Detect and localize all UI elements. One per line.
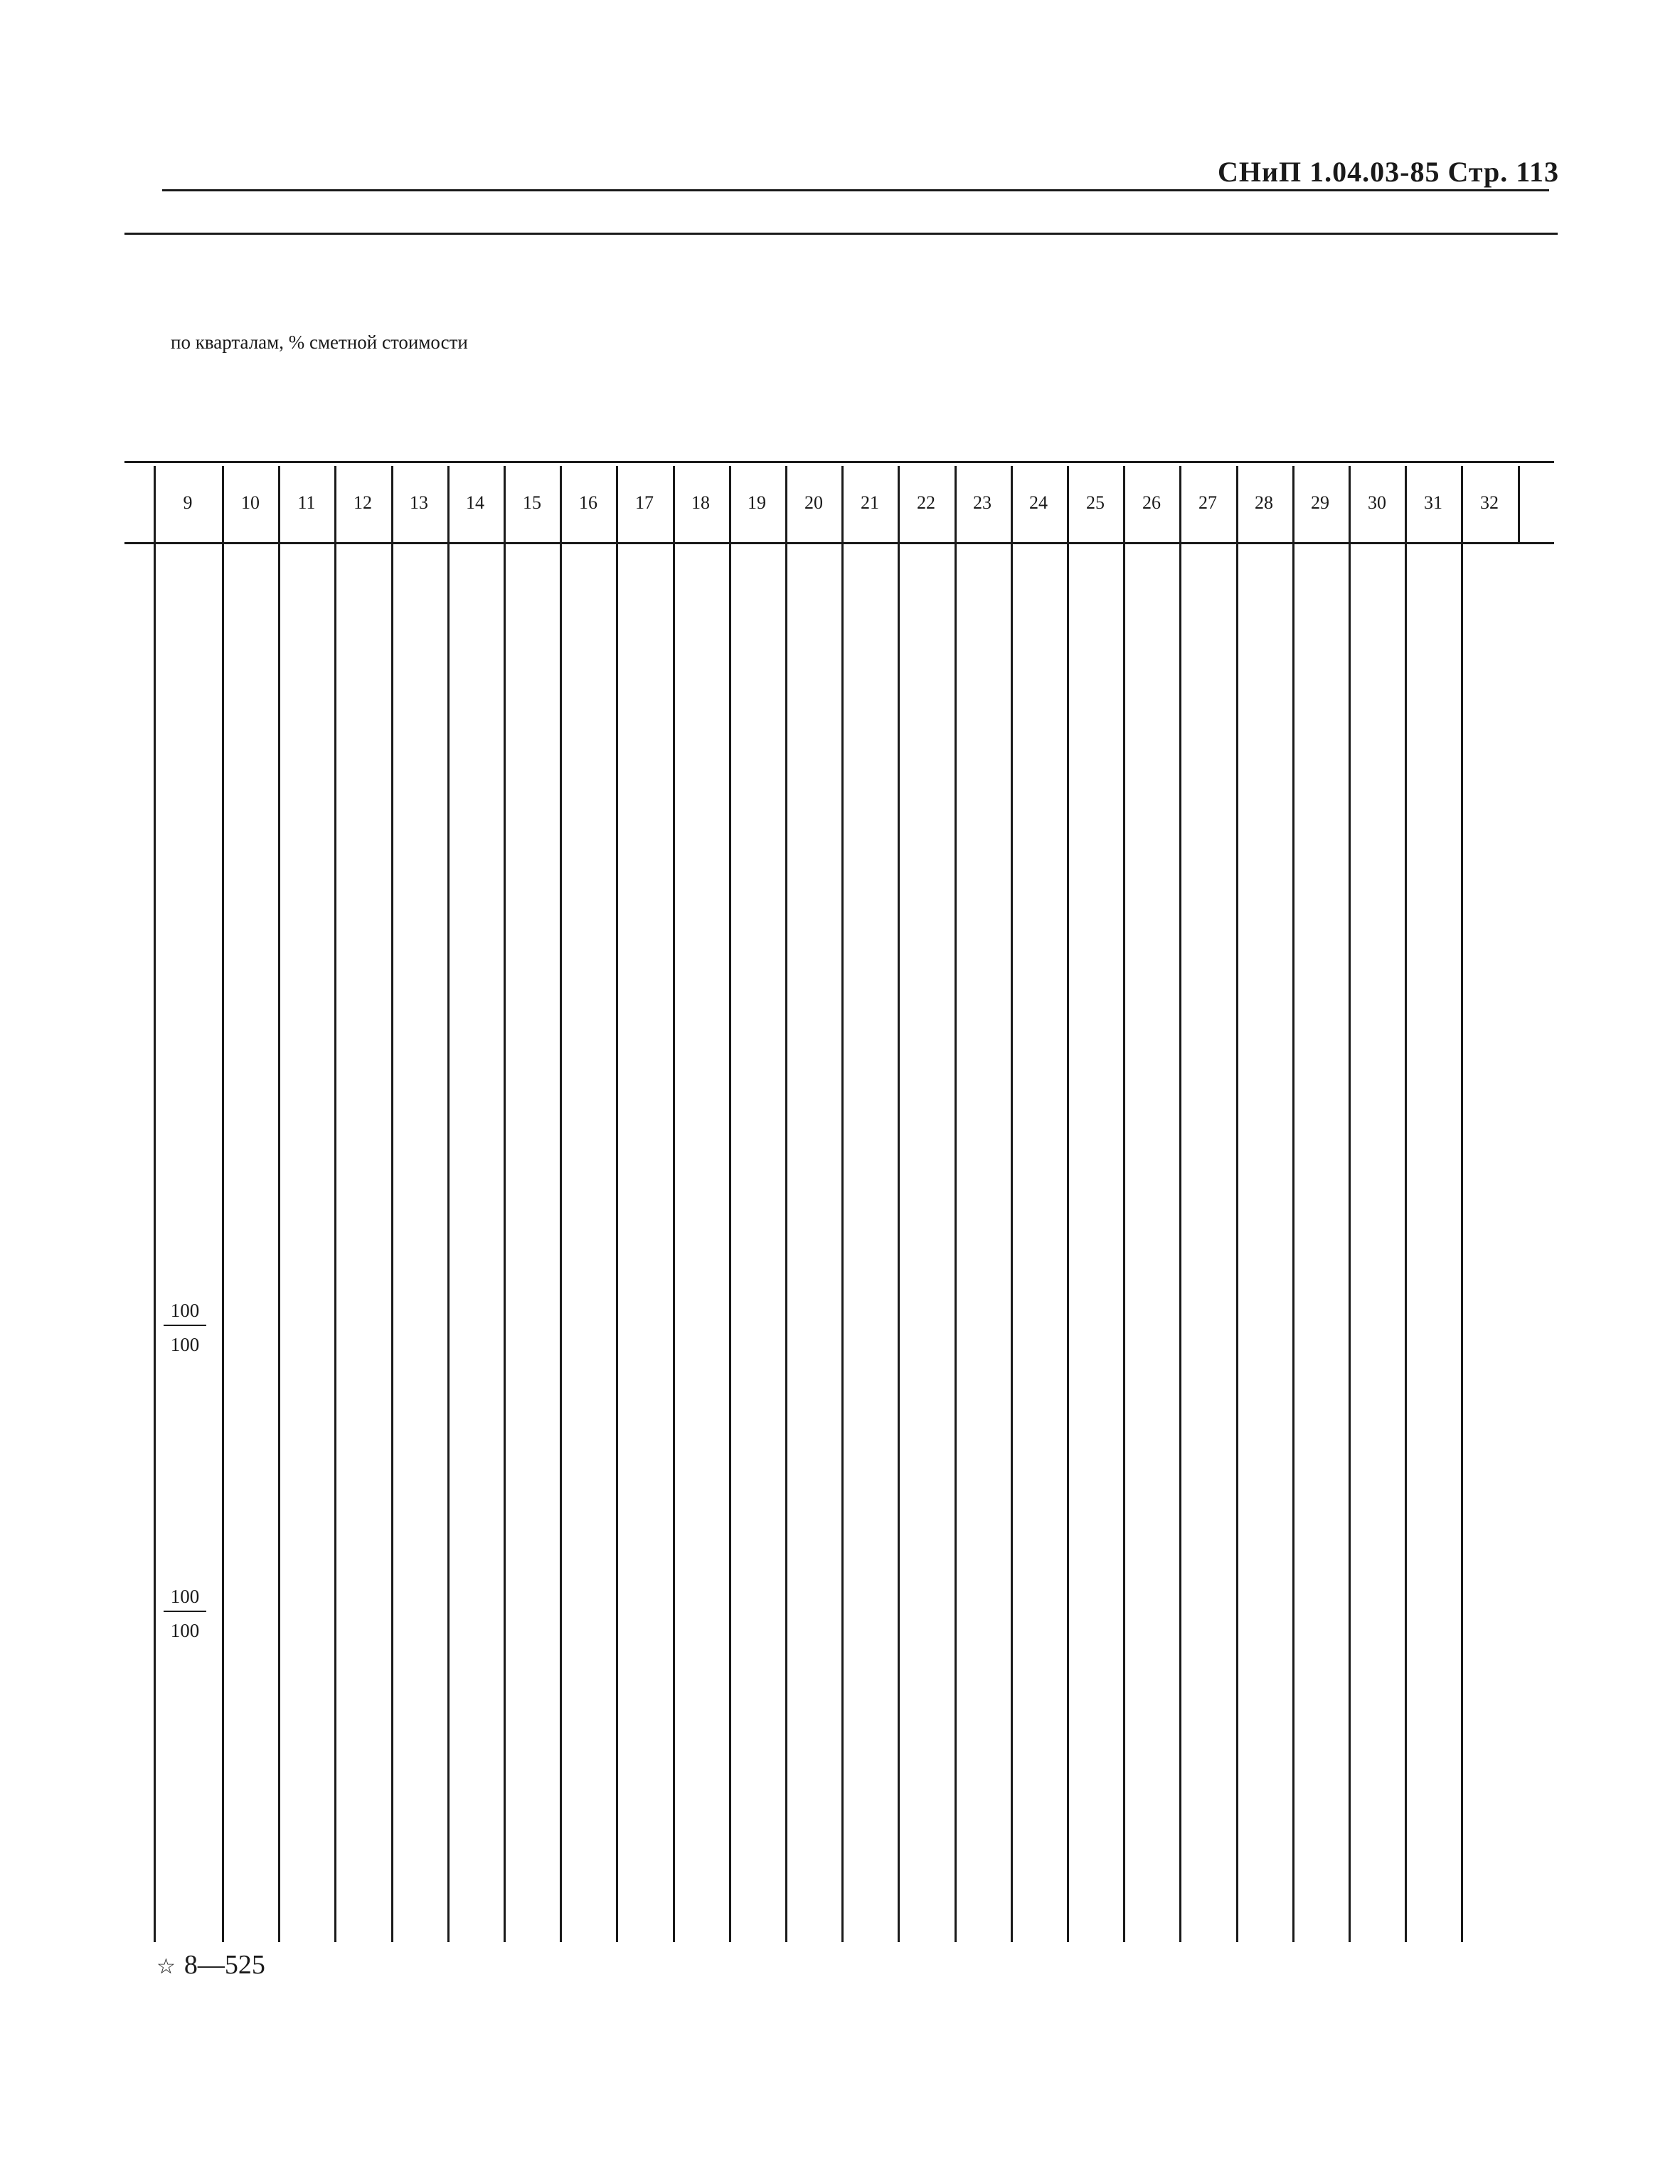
column-divider [673, 466, 675, 1942]
column-header: 30 [1368, 492, 1386, 513]
column-header: 16 [579, 492, 597, 513]
column-divider [1067, 466, 1069, 1942]
column-header: 22 [917, 492, 935, 513]
fraction-numerator: 100 [164, 1299, 206, 1326]
column-divider [334, 466, 336, 1942]
column-header: 20 [804, 492, 823, 513]
column-header: 24 [1029, 492, 1048, 513]
column-header: 27 [1198, 492, 1217, 513]
column-header: 23 [973, 492, 991, 513]
column-divider [841, 466, 844, 1942]
column-divider [955, 466, 957, 1942]
column-divider [1179, 466, 1181, 1942]
column-divider [1518, 466, 1520, 544]
column-header: 10 [241, 492, 260, 513]
column-divider [898, 466, 900, 1942]
column-header: 9 [183, 492, 193, 513]
column-divider [222, 466, 224, 1942]
column-divider [447, 466, 450, 1942]
column-header: 11 [297, 492, 316, 513]
column-header: 29 [1311, 492, 1329, 513]
column-divider [560, 466, 562, 1942]
column-header: 25 [1086, 492, 1105, 513]
column-header: 13 [410, 492, 428, 513]
column-divider [391, 466, 393, 1942]
page-header: СНиП 1.04.03-85 Стр. 113 [1217, 156, 1559, 188]
column-divider [1349, 466, 1351, 1942]
column-header: 21 [861, 492, 879, 513]
column-divider [729, 466, 731, 1942]
column-divider [616, 466, 618, 1942]
column-divider [154, 466, 156, 1942]
fraction-numerator: 100 [164, 1585, 206, 1612]
column-divider [1461, 466, 1463, 1942]
column-divider [504, 466, 506, 1942]
fraction-denominator: 100 [170, 1620, 200, 1641]
footer-mark [156, 1949, 265, 1981]
column-header: 31 [1424, 492, 1442, 513]
column-divider [1405, 466, 1407, 1942]
column-header: 12 [353, 492, 372, 513]
column-header: 32 [1480, 492, 1499, 513]
column-divider [785, 466, 787, 1942]
column-divider [1123, 466, 1125, 1942]
column-divider [278, 466, 280, 1942]
star-outline-icon: ☆ [156, 1954, 176, 1979]
table-cell-fraction [164, 1299, 206, 1356]
column-divider [1292, 466, 1294, 1942]
column-header: 15 [523, 492, 541, 513]
column-divider [1011, 466, 1013, 1942]
column-header: 18 [691, 492, 710, 513]
fraction-denominator: 100 [170, 1334, 200, 1355]
table-subtitle: по кварталам, % сметной стоимости [171, 332, 468, 353]
column-header: 28 [1255, 492, 1273, 513]
table-cell-fraction [164, 1585, 206, 1642]
column-header: 17 [635, 492, 654, 513]
column-divider [1236, 466, 1238, 1942]
column-header: 19 [748, 492, 766, 513]
footer-mark-text: 8—525 [184, 1950, 265, 1980]
column-header: 14 [466, 492, 484, 513]
column-header: 26 [1142, 492, 1161, 513]
